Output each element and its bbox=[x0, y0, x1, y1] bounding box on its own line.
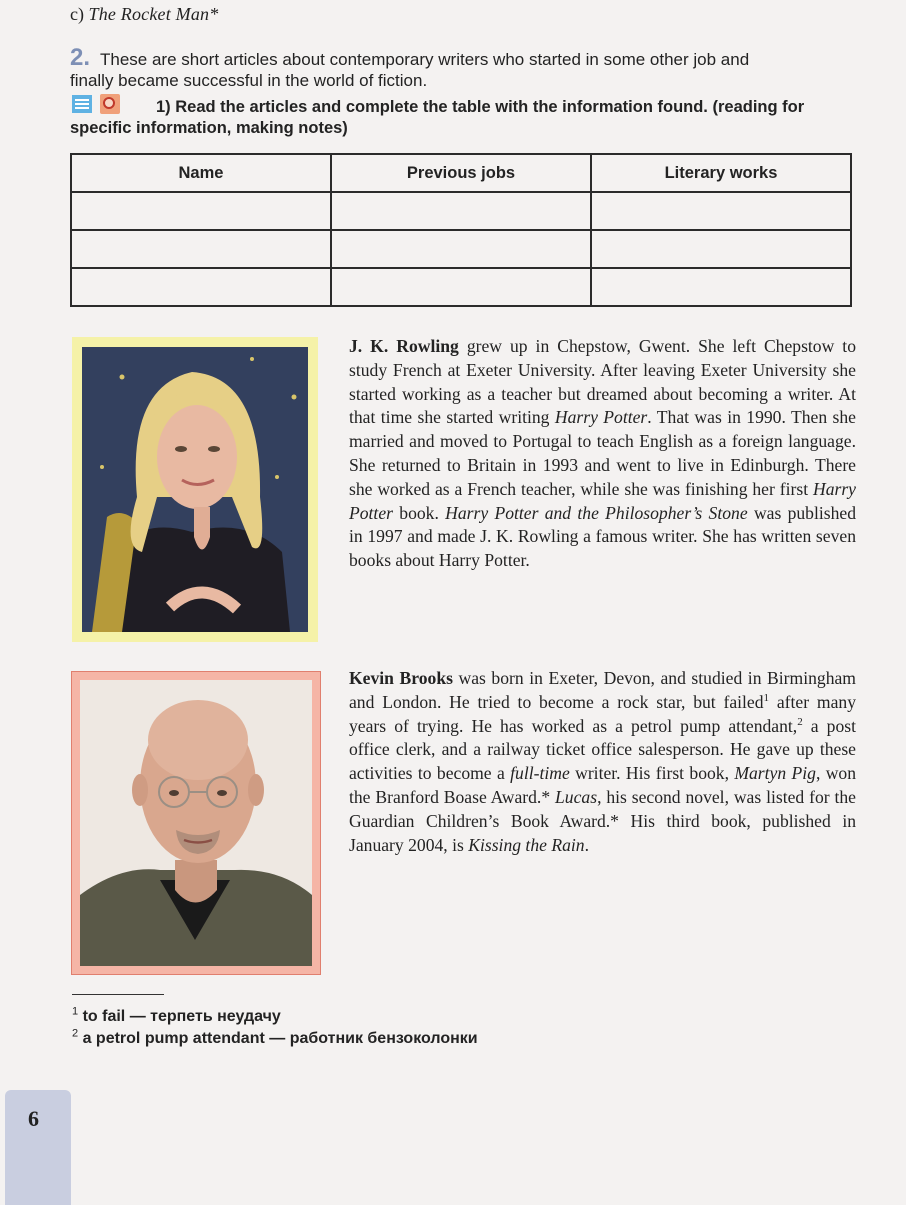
article-text: , his second novel, was listed for the Guardian Children’s Book Award.* His third book, published in January 2004, is bbox=[349, 786, 856, 855]
book-title: Harry Potter bbox=[554, 407, 648, 428]
article-text: book. bbox=[392, 502, 446, 523]
table-cell[interactable] bbox=[331, 268, 591, 306]
emphasis: full-time bbox=[510, 763, 570, 784]
article-text: was published in 1997 and made J. K. Rowling a famous writer. She has written seven books about Harry Potter. bbox=[349, 502, 857, 571]
rowling-name: J. K. Rowling bbox=[349, 336, 459, 356]
footnote-2 bbox=[72, 1027, 478, 1048]
table-cell[interactable] bbox=[71, 230, 331, 268]
previous-item-line bbox=[70, 4, 218, 25]
brooks-photo-frame bbox=[71, 671, 321, 975]
book-title: Kissing the Rain bbox=[468, 834, 585, 855]
article-text: writer. His first book, bbox=[569, 763, 735, 784]
footnote-ref: 1 bbox=[763, 691, 770, 704]
previous-item-letter: c) bbox=[70, 4, 84, 24]
table-cell[interactable] bbox=[71, 268, 331, 306]
article-text: , won the Branford Boase Award.* bbox=[349, 763, 857, 807]
article-text: . bbox=[584, 834, 589, 855]
task-intro-line2: finally became successful in the world of fiction. bbox=[70, 71, 428, 90]
header-literary-works: Literary works bbox=[591, 154, 851, 192]
brooks-photo bbox=[80, 680, 312, 966]
brooks-name: Kevin Brooks bbox=[349, 668, 453, 688]
table-cell[interactable] bbox=[591, 230, 851, 268]
article-text: . That was in 1990. Then she married and moved to Portugal to teach English as a foreign language. She returned to Britain in 1993 and went to live in Edinburgh. There she worked as a French teacher, while she was finishing her first bbox=[349, 407, 856, 499]
article-text: a post office clerk, and a railway ticket office salesperson. He gave up these activities to become a bbox=[349, 715, 857, 784]
table-cell[interactable] bbox=[591, 192, 851, 230]
footnote-number: 2 bbox=[72, 1027, 79, 1040]
book-title: Harry Potter bbox=[349, 478, 856, 523]
table-cell[interactable] bbox=[331, 230, 591, 268]
sub-task-instruction: 1) Read the articles and complete the table with the information found. (reading for specific information, making notes) bbox=[70, 98, 805, 137]
footnote-text: to fail — терпеть неудачу bbox=[82, 1008, 281, 1025]
table-row bbox=[71, 230, 851, 268]
table-cell[interactable] bbox=[331, 192, 591, 230]
table-row bbox=[71, 268, 851, 306]
footnote-ref: 2 bbox=[797, 715, 803, 728]
rowling-article bbox=[349, 335, 856, 573]
book-title: Martyn Pig bbox=[734, 763, 816, 784]
book-title: Lucas bbox=[555, 786, 598, 807]
task-number: 2. bbox=[70, 44, 91, 71]
footnote-number: 1 bbox=[72, 1005, 79, 1018]
brooks-article bbox=[349, 667, 856, 857]
article-text: after many years of trying. He has worked as a petrol pump attendant, bbox=[349, 691, 856, 736]
notes-table bbox=[70, 153, 852, 307]
table-header-row bbox=[71, 154, 851, 192]
header-name: Name bbox=[71, 154, 331, 192]
footnote-divider bbox=[72, 994, 164, 995]
previous-item-title: The Rocket Man* bbox=[88, 4, 219, 24]
rowling-photo bbox=[82, 347, 308, 632]
table-cell[interactable] bbox=[71, 192, 331, 230]
table-row bbox=[71, 192, 851, 230]
task-intro-line1: These are short articles about contemporary writers who started in some other job and bbox=[100, 50, 750, 69]
table-cell[interactable] bbox=[591, 268, 851, 306]
page-number: 6 bbox=[28, 1106, 39, 1131]
footnote-1 bbox=[72, 1005, 281, 1026]
footnote-text: a petrol pump attendant — работник бензоколонки bbox=[82, 1030, 478, 1047]
rowling-photo-frame bbox=[72, 337, 318, 642]
article-text: was born in Exeter, Devon, and studied in Birmingham and London. He tried to become a rock star, but failed bbox=[349, 668, 856, 712]
article-text: grew up in Chepstow, Gwent. She left Chepstow to study French at Exeter University. After leaving Exeter University she started working as a teacher but dreamed about becoming a writer. At that time she started writing bbox=[349, 336, 856, 428]
header-previous-jobs: Previous jobs bbox=[331, 154, 591, 192]
book-title: Harry Potter and the Philosopher’s Stone bbox=[445, 502, 748, 523]
